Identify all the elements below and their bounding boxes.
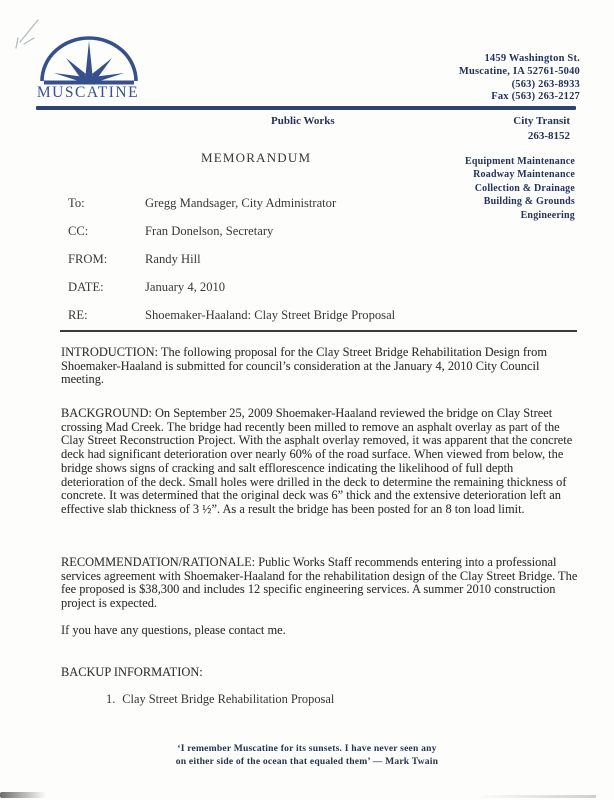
- backup-item-text: Clay Street Bridge Rehabilitation Proposal: [122, 692, 335, 706]
- paragraph-background: BACKGROUND: On September 25, 2009 Shoemaker-Haaland reviewed the bridge on Clay Street crossing Mad Creek. The bridge had recently been milled to remove an asphalt overlay as part of the Clay Street Reconstruction Project. With the asphalt overlay removed, it was apparent that the concrete deck had significant deterioration over nearly 60% of the road surface. When viewed from below, the bridge shows signs of cracking and salt efflorescence indicating the likelihood of full depth deterioration of the deck. Small holes were drilled in the deck to determine the remaining thickness of concrete. It was determined that the original deck was 6” thick and the extensive deterioration left an effective slab thickness of 3 ½”. As a result the bridge has been posted for an 8 ton load limit.: [61, 406, 573, 516]
- memo-title: MEMORANDUM: [201, 150, 312, 165]
- scan-smudge: [476, 795, 596, 798]
- division-item: Engineering: [520, 209, 575, 221]
- footer-quote: [0, 742, 614, 768]
- backup-information-heading: BACKUP INFORMATION:: [61, 665, 203, 679]
- footer-quote-line: on either side of the ocean that equaled them’ — Mark Twain: [175, 756, 439, 768]
- field-cc: [68, 224, 568, 239]
- field-label: FROM:: [68, 252, 108, 266]
- header-rule: [36, 106, 576, 110]
- paragraph-recommendation: RECOMMENDATION/RATIONALE: Public Works Staff recommends entering into a professional services agreement with Shoemaker-Haaland for the rehabilitation design of the Clay Street Bridge. The fee proposed is $38,300 and includes 12 specific engineering services. A summer 2010 construction project is expected.: [61, 555, 578, 611]
- field-from: [68, 252, 568, 267]
- division-item: Roadway Maintenance: [473, 169, 575, 181]
- field-to: [68, 196, 568, 211]
- scan-smudge: [0, 792, 46, 798]
- address-line: 1459 Washington St.: [484, 53, 580, 64]
- field-label: RE:: [68, 308, 88, 322]
- field-value: Fran Donelson, Secretary: [145, 224, 274, 238]
- field-label: CC:: [68, 224, 89, 238]
- memo-divider-rule: [60, 330, 577, 332]
- division-list: [465, 155, 575, 222]
- field-re: [68, 308, 568, 323]
- field-value: Shoemaker-Haaland: Clay Street Bridge Proposal: [145, 308, 396, 322]
- field-date: [68, 280, 568, 295]
- field-label: To:: [68, 196, 85, 210]
- city-transit-phone: 263-8152: [527, 129, 570, 142]
- department-label: Public Works: [271, 115, 335, 127]
- division-item: Building & Grounds: [483, 196, 575, 208]
- field-value: Randy Hill: [145, 252, 201, 266]
- address-line: Muscatine, IA 52761-5040: [458, 65, 580, 77]
- muscatine-logo-wordmark: MUSCATINE: [36, 84, 140, 101]
- footer-quote-line: ‘I remember Muscatine for its sunsets. I have never seen any: [177, 743, 437, 754]
- address-block: [459, 53, 580, 104]
- field-label: DATE:: [68, 280, 104, 294]
- address-line: (563) 263-8933: [511, 78, 580, 90]
- city-transit-label: City Transit: [513, 115, 570, 127]
- division-item: Equipment Maintenance: [464, 156, 575, 167]
- paragraph-closing: If you have any questions, please contact me.: [61, 623, 286, 637]
- paragraph-introduction: INTRODUCTION: The following proposal for the Clay Street Bridge Rehabilitation Design from Shoemaker-Haaland is submitted for council’s consideration at the January 4, 2010 City Council meeting.: [61, 345, 548, 387]
- address-line: Fax (563) 263-2127: [491, 91, 580, 103]
- field-value: January 4, 2010: [145, 280, 226, 294]
- muscatine-logo-icon: [38, 36, 140, 86]
- backup-list-item: [106, 692, 334, 707]
- backup-item-number: 1.: [106, 692, 116, 706]
- city-transit-block: [513, 114, 570, 143]
- field-value: Gregg Mandsager, City Administrator: [145, 196, 337, 210]
- division-item: Collection & Drainage: [474, 182, 575, 194]
